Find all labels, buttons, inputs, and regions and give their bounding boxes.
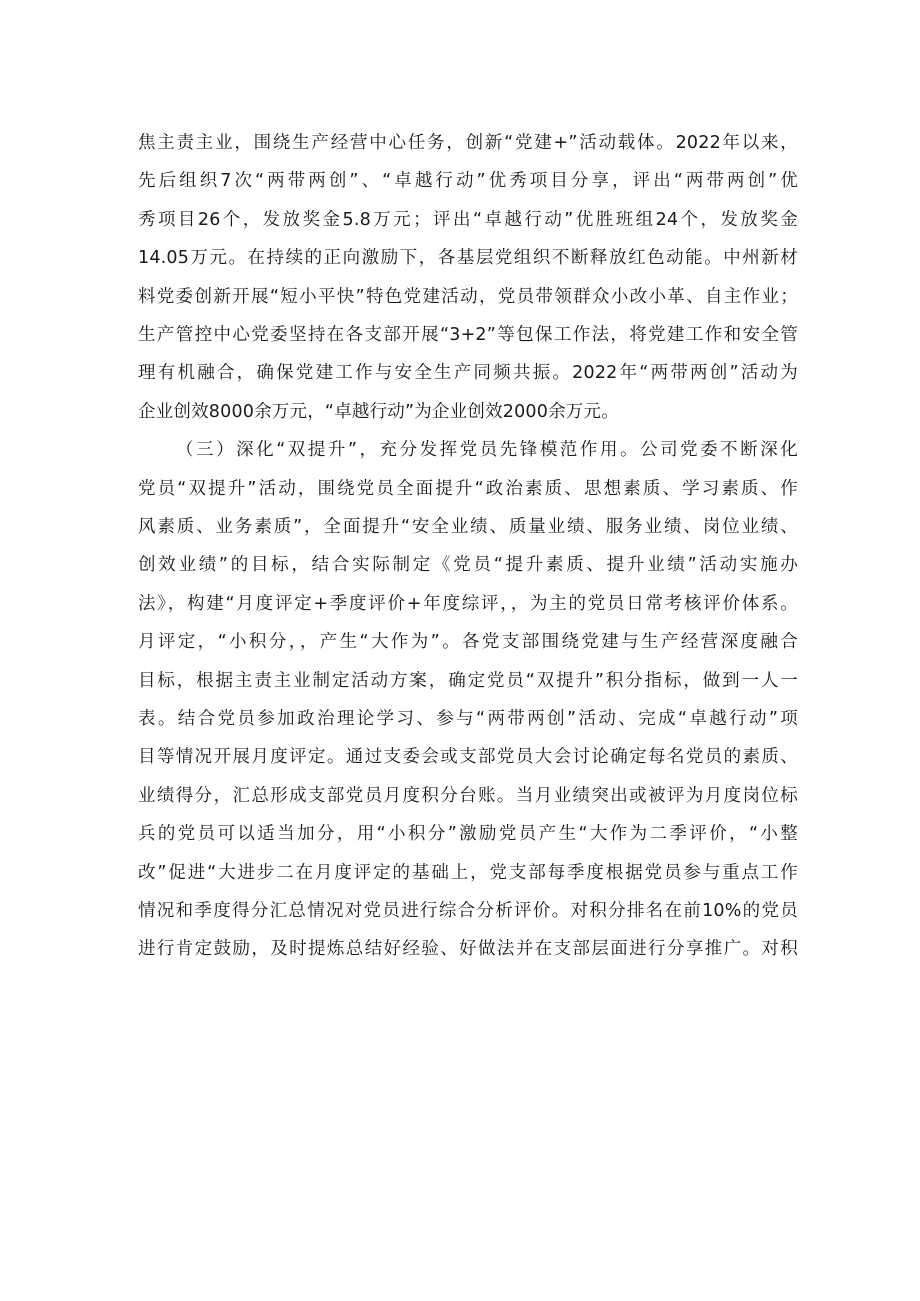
- text-line: 理有机融合，确保党建工作与安全生产同频共振。2022年“两带两创”活动为: [138, 363, 798, 384]
- text-line: 党员“双提升”活动，围绕党员全面提升“政治素质、思想素质、学习素质、作: [138, 478, 798, 499]
- text-line: 创效业绩”的目标，结合实际制定《党员“提升素质、提升业绩”活动实施办: [138, 555, 798, 576]
- text-line: 改”促进“大进步二在月度评定的基础上，党支部每季度根据党员参与重点工作: [138, 862, 798, 883]
- text-line: 秀项目26个，发放奖金5.8万元；评出“卓越行动”优胜班组24个，发放奖金: [138, 209, 798, 230]
- text-line: 风素质、业务素质”，全面提升“安全业绩、质量业绩、服务业绩、岗位业绩、: [138, 517, 798, 537]
- text-line: 表。结合党员参加政治理论学习、参与“两带两创”活动、完成“卓越行动”项: [138, 709, 798, 729]
- text-line: 企业创效8000余万元，“卓越行动”为企业创效2000余万元。: [138, 401, 619, 422]
- text-line: 业绩得分，汇总形成支部党员月度积分台账。当月业绩突出或被评为月度岗位标: [138, 785, 798, 806]
- text-line: 焦主责主业，围绕生产经营中心任务，创新“党建+”活动载体。2022年以来，: [138, 133, 798, 153]
- text-line: 进行肯定鼓励，及时提炼总结好经验、好做法并在支部层面进行分享推广。对积: [138, 939, 798, 960]
- text-line: 生产管控中心党委坚持在各支部开展“3+2”等包保工作法，将党建工作和安全管: [138, 325, 798, 345]
- section-heading-line: （三）深化“双提升”，充分发挥党员先锋模范作用。公司党委不断深化: [176, 440, 798, 461]
- text-line: 兵的党员可以适当加分，用“小积分”激励党员产生“大作为二季评价，“小整: [138, 824, 798, 845]
- text-line: 情况和季度得分汇总情况对党员进行综合分析评价。对积分排名在前10%的党员: [138, 901, 798, 921]
- text-line: 法》，构建“月度评定+季度评价+年度综评，，为主的党员日常考核评价体系。: [138, 593, 798, 614]
- text-line: 14.05万元。在持续的正向激励下，各基层党组织不断释放红色动能。中州新材: [138, 248, 798, 269]
- text-line: 先后组织7次“两带两创”、“卓越行动”优秀项目分享，评出“两带两创”优: [138, 171, 798, 192]
- text-line: 目标，根据主责主业制定活动方案，确定党员“双提升”积分指标，做到一人一: [138, 670, 798, 691]
- text-line: 料党委创新开展“短小平快”特色党建活动，党员带领群众小改小革、自主作业；: [138, 286, 798, 307]
- text-line: 月评定，“小积分，，产生“大作为”。各党支部围绕党建与生产经营深度融合: [138, 632, 798, 653]
- text-line: 目等情况开展月度评定。通过支委会或支部党员大会讨论确定每名党员的素质、: [138, 747, 798, 768]
